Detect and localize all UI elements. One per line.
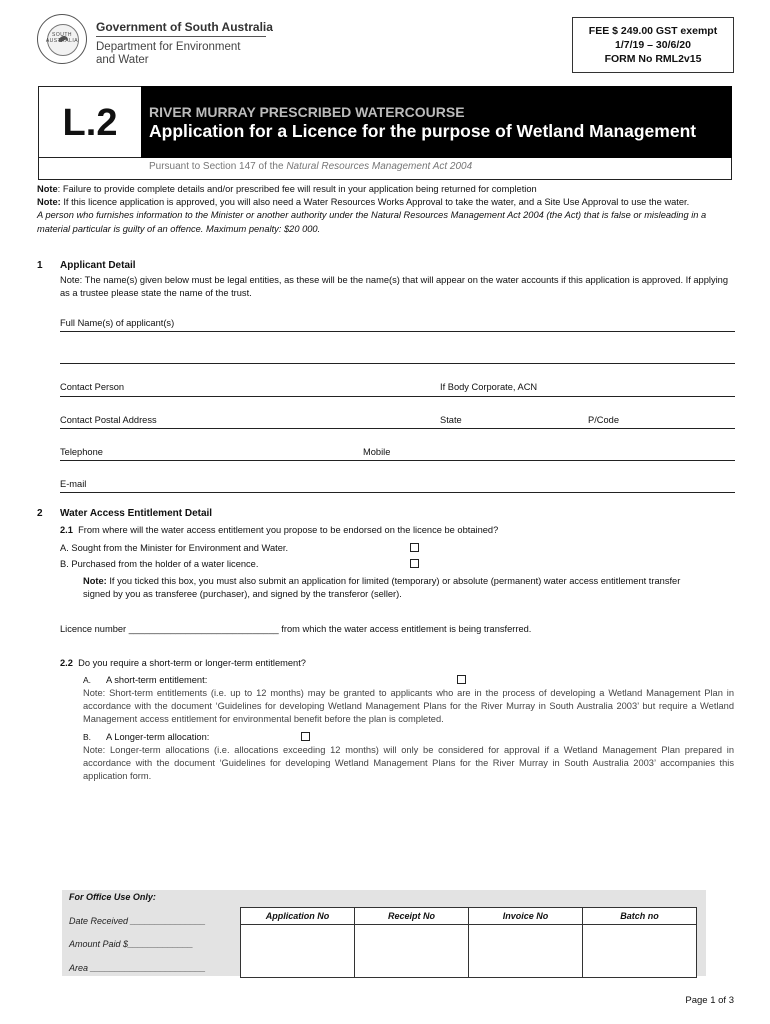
- fee-period: 1/7/19 – 30/6/20: [615, 39, 691, 51]
- option-a-checkbox[interactable]: [410, 543, 419, 552]
- short-term-checkbox[interactable]: [457, 675, 466, 684]
- fee-box: [572, 17, 734, 73]
- licence-number-suffix: from which the water access entitlement is being transferred.: [281, 624, 532, 634]
- penalty-warning: A person who furnishes information to the Minister or another authority under the Natural Resources Management Act 2004 (the Act) that is false or misleading in a material particular is guilty of an offence. Maximum penalty: $20 000.: [37, 210, 707, 234]
- invoice-no-cell: [469, 925, 583, 978]
- telephone-label: Telephone: [60, 447, 103, 457]
- mobile-label: Mobile: [363, 447, 391, 457]
- full-name-field-2[interactable]: [60, 363, 735, 364]
- option-b-note: Note: If you ticked this box, you must also submit an application for limited (temporary) or absolute (permanent) water access entitlement transfer signed by you as transferee (purchaser), and signed by the transferor (seller).: [83, 576, 681, 599]
- receipt-no-header: Receipt No: [355, 908, 469, 925]
- telephone-field[interactable]: [60, 460, 735, 461]
- section-1-note: Note: The name(s) given below must be legal entities, as these will be the name(s) that will appear on the water accounts if this application is approved. If applying as a trustee please state the name of the trust.: [60, 275, 729, 298]
- form-code-spacer: [38, 158, 141, 180]
- email-label: E-mail: [60, 479, 87, 489]
- option-long-letter: B.: [83, 732, 92, 742]
- form-title: Application for a Licence for the purpose of Wetland Management: [149, 121, 697, 141]
- long-term-checkbox[interactable]: [301, 732, 310, 741]
- form-number: FORM No RML2v15: [604, 53, 702, 65]
- application-no-header: Application No: [241, 908, 355, 925]
- option-b-checkbox[interactable]: [410, 559, 419, 568]
- full-name-label: Full Name(s) of applicant(s): [60, 318, 175, 328]
- licence-number-field[interactable]: _____________________________: [128, 624, 279, 634]
- header-divider: [96, 36, 266, 37]
- pursuant-line: Pursuant to Section 147 of the Natural Resources Management Act 2004: [141, 158, 732, 180]
- full-name-field[interactable]: [60, 331, 735, 332]
- section-1-title: Applicant Detail: [60, 260, 136, 271]
- batch-no-cell: [583, 925, 697, 978]
- section-1-number: 1: [37, 260, 43, 271]
- section-2-number: 2: [37, 508, 43, 519]
- email-field[interactable]: [60, 492, 735, 493]
- form-subtitle: RIVER MURRAY PRESCRIBED WATERCOURSE: [149, 104, 465, 120]
- postal-address-field[interactable]: [60, 428, 735, 429]
- title-banner: [141, 86, 732, 158]
- notes-block: Note: Failure to provide complete details and/or prescribed fee will result in your application being returned for completion Note: If this licence application is approved, you will also need a Water Resources Works Approval to take the water, and a Site Use Approval to use the water. A person who furnishes information to the Minister or another authority under the Natural Resources Management Act 2004 (the Act) that is false or misleading in a material particular is guilty of an offence. Maximum penalty: $20 000.: [37, 184, 707, 234]
- form-code: L.2: [38, 86, 141, 158]
- short-term-note: Note: Short-term entitlements (i.e. up to 12 months) may be granted to applicants who are in the process of developing a Wetland Management Plan in accordance with the document ‘Guidelines for developing Wetland Management Plans for the River Murray in South Australia 2003’ but require a Wetland Management access entitlement for environmental benefit before the plan is completed.: [83, 688, 734, 724]
- receipt-no-cell: [355, 925, 469, 978]
- licence-number-label: Licence number: [60, 624, 127, 634]
- short-term-label: A short-term entitlement:: [106, 675, 208, 685]
- invoice-no-header: Invoice No: [469, 908, 583, 925]
- batch-no-header: Batch no: [583, 908, 697, 925]
- state-label: State: [440, 415, 462, 425]
- office-table-header: [241, 908, 697, 925]
- licence-number-line: [60, 623, 531, 636]
- postcode-label: P/Code: [588, 415, 620, 425]
- question-2-2: 2.2 Do you require a short-term or longer-term entitlement?: [60, 658, 306, 668]
- date-received-field: Date Received _______________: [69, 916, 206, 926]
- option-b-label: B. Purchased from the holder of a water licence.: [60, 559, 259, 569]
- acn-label: If Body Corporate, ACN: [440, 382, 538, 392]
- long-term-label: A Longer-term allocation:: [106, 732, 210, 742]
- option-a-label: A. Sought from the Minister for Environment and Water.: [60, 543, 289, 553]
- fee-amount: FEE $ 249.00 GST exempt: [588, 25, 718, 37]
- area-field: Area _______________________: [69, 963, 206, 973]
- office-use-heading: For Office Use Only:: [69, 892, 156, 902]
- postal-address-label: Contact Postal Address: [60, 415, 157, 425]
- office-table-row: [241, 925, 697, 978]
- amount-paid-field: Amount Paid $_____________: [69, 939, 194, 949]
- contact-person-label: Contact Person: [60, 382, 125, 392]
- contact-person-field[interactable]: [60, 396, 735, 397]
- option-short-letter: A.: [83, 675, 92, 685]
- section-2-title: Water Access Entitlement Detail: [60, 508, 213, 519]
- long-term-note: Note: Longer-term allocations (i.e. allocations exceeding 12 months) will only be considered for approval if a Wetland Management Plan prepared in accordance with the document ‘Guidelines for developing Wetland Management Plans for the River Murray in South Australia 2003’ accompanies this application form.: [83, 745, 734, 781]
- government-name: Government of South Australia: [96, 20, 273, 34]
- seal-text: SOUTH AUSTRALIA: [45, 32, 79, 44]
- office-use-table: [240, 907, 697, 978]
- government-seal-logo: [37, 14, 87, 64]
- department-name: Department for Environment and Water: [96, 41, 241, 66]
- page-number: Page 1 of 3: [685, 995, 734, 1006]
- application-no-cell: [241, 925, 355, 978]
- question-2-1: 2.1 From where will the water access entitlement you propose to be endorsed on the licence be obtained?: [60, 525, 499, 535]
